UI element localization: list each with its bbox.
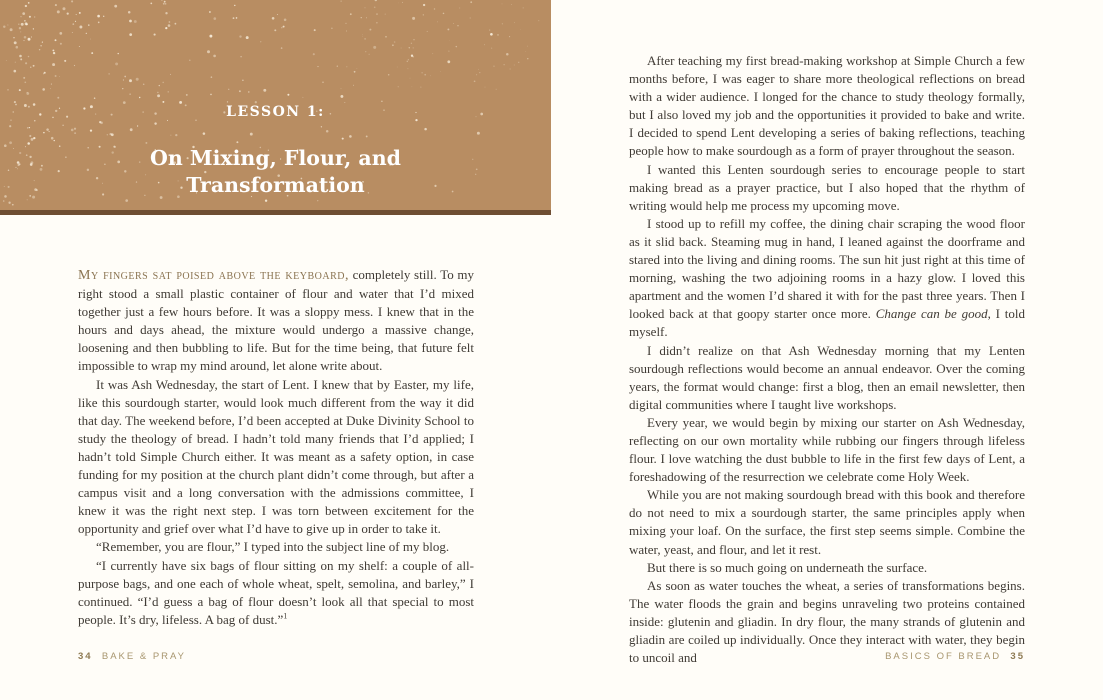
chapter-title-line-2: Transformation <box>186 173 365 197</box>
paragraph: “Remember, you are flour,” I typed into the subject line of my blog. <box>96 539 450 555</box>
lesson-label: LESSON 1: <box>226 104 325 120</box>
paragraph: I didn’t realize on that Ash Wednesday morning that my Lenten sourdough reflections would become an annual endeavor. Over the coming years, the format would change: first a blog, then an email newsletter, then digital communities where I taught live workshops. <box>629 342 1025 412</box>
italic-phrase: Change can be good <box>875 306 988 322</box>
paragraph-text: , I told myself. <box>629 306 1025 340</box>
paragraph <box>629 215 1025 342</box>
footnote-marker: 1 <box>283 611 288 621</box>
running-head: BAKE & PRAY <box>101 651 186 662</box>
paragraph-text: “I currently have six bags of flour sitting on my shelf: a couple of all-purpose bags, and one each of whole wheat, spelt, semolina, and barley,” I continued. “I’d guess a bag of flour doesn’t look all that special to most people. It’s dry, lifeless. A bag of dust.” <box>78 557 474 627</box>
running-head: BASICS OF BREAD <box>885 651 1002 662</box>
paragraph: I wanted this Lenten sourdough series to encourage people to start making bread as a prayer practice, but I also hoped that the rhythm of writing would help me process my upcoming move. <box>629 161 1025 213</box>
left-folio <box>78 651 186 662</box>
banner-rule <box>0 210 551 215</box>
page-number: 35 <box>1010 651 1025 662</box>
chapter-title-line-1: On Mixing, Flour, and <box>150 146 401 170</box>
left-body-text <box>78 266 474 629</box>
lead-in: My fingers sat poised above the keyboard, <box>78 268 349 283</box>
paragraph: While you are not making sourdough bread with this book and therefore do not need to mix a sourdough starter, the same principles apply when mixing your loaf. On the surface, the first step seems simple. Combine the water, yeast, and flour, and let it rest. <box>629 487 1025 557</box>
paragraph: As soon as water touches the wheat, a series of transformations begins. The water floods the grain and begins unraveling two proteins contained inside: glutenin and gliadin. In dry flour, the many strands of glutenin and gliadin are coiled up individually. Once they interact with water, they begin to uncoil and <box>629 577 1025 666</box>
paragraph: After teaching my first bread-making workshop at Simple Church a few months before, I was eager to share more theological reflections on bread with a wider audience. I longed for the chance to study theology formally, but I also loved my job and the opportunities it provided to bake and write. I decided to spend Lent developing a series of baking reflections, teaching people how to make sourdough as a form of prayer throughout the season. <box>629 53 1025 159</box>
paragraph <box>78 557 474 629</box>
chapter-title <box>60 145 491 199</box>
right-body-text <box>629 52 1025 667</box>
left-page <box>0 0 551 700</box>
paragraph-text: completely still. To my right stood a small plastic container of flour and water that I’d mixed together just a few hours before. It was a sloppy mess. I knew that in the hours and days ahead, the mixture would undergo a massive change, loosening and then bubbling to life. But for the time being, that future felt impossible to wrap my mind around, let alone write about. <box>78 267 474 374</box>
chapter-banner <box>0 0 551 210</box>
paragraph: It was Ash Wednesday, the start of Lent. I knew that by Easter, my life, like this sourdough starter, would look much different from the way it did that day. The weekend before, I’d been accepted at Duke Divinity School to study the theology of bread. I hadn’t told many friends that I’d applied; I hadn’t told Simple Church either. It was meant as a safety option, in case funding for my position at the church plant didn’t come through, but after a campus visit and a long conversation with the admissions committee, I knew it was the right next step. I was torn between excitement for the opportunity and grief over what I’d have to give up in order to take it. <box>78 376 474 537</box>
paragraph: Every year, we would begin by mixing our starter on Ash Wednesday, reflecting on our own mortality while rubbing our fingers through lifeless flour. I love watching the dust bubble to life in the first few days of Lent, a foreshadowing of the resurrection we celebrate come Holy Week. <box>629 414 1025 485</box>
paragraph-text: I stood up to refill my coffee, the dining chair scraping the wood floor as it slid back. Steaming mug in hand, I leaned against the doorframe and stared into the living and dining rooms. The sun hit just right at this time of morning, washing the two adjoining rooms in a hazy glow. I loved this apartment and the women I’d shared it with for the past three years. Then I looked back at that goopy starter once more. <box>629 215 1025 322</box>
page-number: 34 <box>78 651 93 662</box>
paragraph: But there is so much going on underneath the surface. <box>647 559 928 575</box>
paragraph <box>78 266 474 376</box>
